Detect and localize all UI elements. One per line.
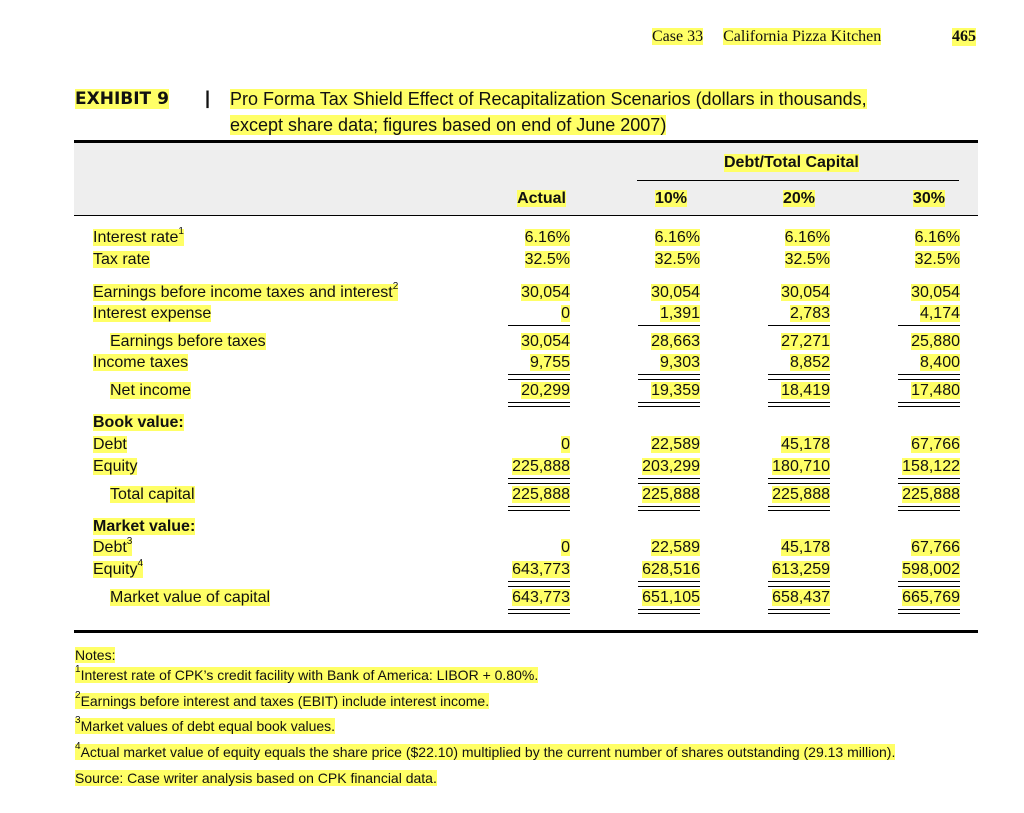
- cell-ebt-1: 28,663: [651, 333, 700, 350]
- note-4: $^4$Actual market value of equity equals the share price ($22.10) multiplied by the current number of shares outstanding (29.13 million).: [75, 741, 896, 760]
- row-label-tax-rate: Tax rate: [93, 251, 150, 268]
- underline-income-taxes-3: [898, 374, 960, 375]
- cell-income-taxes-1: 9,303: [659, 354, 700, 371]
- cell-income-taxes-0: 9,755: [529, 354, 570, 371]
- row-label-book-equity: Equity: [93, 458, 138, 475]
- cell-book-debt-1: 22,589: [651, 436, 700, 453]
- note-2: $^2$Earnings before interest and taxes (EBIT) include interest income.: [75, 690, 490, 709]
- exhibit-title-line2: except share data; figures based on end of June 2007): [230, 115, 667, 135]
- overline-total-capital-1: [638, 483, 700, 484]
- col-header-10: 10%: [654, 190, 687, 207]
- source-note: Source: Case writer analysis based on CPK financial data.: [75, 770, 437, 786]
- exhibit-title: [230, 86, 970, 138]
- exhibit-separator: |: [205, 88, 211, 108]
- notes-heading: Notes:: [75, 647, 116, 663]
- cell-income-taxes-3: 8,400: [919, 354, 960, 371]
- cell-tax-rate-2: 32.5%: [784, 251, 830, 268]
- section-market-value: Market value:: [93, 518, 196, 535]
- underline-net-income-2: [768, 402, 830, 403]
- cell-interest-expense-0: 0: [561, 305, 570, 322]
- cell-market-value-capital-1: 651,105: [642, 589, 700, 606]
- cell-market-debt-1: 22,589: [651, 539, 700, 556]
- cell-book-equity-2: 180,710: [772, 458, 830, 475]
- underline-total-capital-3: [898, 506, 960, 507]
- note-1: $^1$Interest rate of CPK’s credit facility with Bank of America: LIBOR + 0.80%.: [75, 664, 539, 683]
- underline2-net-income-0: [508, 406, 570, 407]
- underline-income-taxes-2: [768, 374, 830, 375]
- overline-net-income-0: [508, 379, 570, 380]
- underline-market-equity-2: [768, 581, 830, 582]
- cell-ebit-1: 30,054: [651, 284, 700, 301]
- underline2-net-income-1: [638, 406, 700, 407]
- cell-market-debt-3: 67,766: [911, 539, 960, 556]
- cell-total-capital-0: 225,888: [512, 486, 570, 503]
- cell-tax-rate-1: 32.5%: [654, 251, 700, 268]
- row-label-net-income: Net income: [110, 382, 191, 399]
- row-label-market-value-capital: Market value of capital: [110, 589, 271, 606]
- underline-book-equity-0: [508, 478, 570, 479]
- underline-interest-expense-3: [898, 325, 960, 326]
- underline-market-value-capital-2: [768, 609, 830, 610]
- cell-total-capital-3: 225,888: [902, 486, 960, 503]
- cell-ebit-2: 30,054: [781, 284, 830, 301]
- cell-interest-rate-3: 6.16%: [914, 229, 960, 246]
- underline-income-taxes-0: [508, 374, 570, 375]
- overline-market-value-capital-1: [638, 586, 700, 587]
- cell-interest-rate-1: 6.16%: [654, 229, 700, 246]
- cell-market-value-capital-3: 665,769: [902, 589, 960, 606]
- group-header: Debt/Total Capital: [724, 154, 859, 171]
- underline2-total-capital-3: [898, 510, 960, 511]
- col-header-20: 20%: [782, 190, 815, 207]
- underline2-total-capital-2: [768, 510, 830, 511]
- section-book-value: Book value:: [93, 414, 184, 431]
- underline2-market-value-capital-3: [898, 613, 960, 614]
- row-label-market-debt: Debt$^3$: [93, 535, 133, 556]
- cell-interest-rate-0: 6.16%: [524, 229, 570, 246]
- underline-net-income-0: [508, 402, 570, 403]
- cell-market-debt-2: 45,178: [781, 539, 830, 556]
- underline-net-income-3: [898, 402, 960, 403]
- underline2-market-value-capital-1: [638, 613, 700, 614]
- row-label-ebit: Earnings before income taxes and interest$^2$: [93, 280, 399, 301]
- exhibit-label: EXHIBIT 9: [75, 89, 169, 109]
- underline-net-income-1: [638, 402, 700, 403]
- table-bottom-rule: [74, 630, 978, 633]
- cell-market-equity-1: 628,516: [642, 561, 700, 578]
- header-bottom-rule: [74, 215, 978, 216]
- overline-total-capital-0: [508, 483, 570, 484]
- cell-tax-rate-3: 32.5%: [914, 251, 960, 268]
- cell-book-equity-3: 158,122: [902, 458, 960, 475]
- underline-book-equity-1: [638, 478, 700, 479]
- cell-market-debt-0: 0: [561, 539, 570, 556]
- underline-interest-expense-0: [508, 325, 570, 326]
- overline-market-value-capital-3: [898, 586, 960, 587]
- cell-interest-rate-2: 6.16%: [784, 229, 830, 246]
- cell-book-debt-3: 67,766: [911, 436, 960, 453]
- row-label-interest-expense: Interest expense: [93, 305, 212, 322]
- cell-ebt-3: 25,880: [911, 333, 960, 350]
- row-label-book-debt: Debt: [93, 436, 127, 453]
- cell-total-capital-1: 225,888: [642, 486, 700, 503]
- underline2-net-income-3: [898, 406, 960, 407]
- underline-total-capital-1: [638, 506, 700, 507]
- running-head-title: California Pizza Kitchen: [723, 28, 882, 45]
- cell-income-taxes-2: 8,852: [789, 354, 830, 371]
- underline2-market-value-capital-0: [508, 613, 570, 614]
- underline-book-equity-2: [768, 478, 830, 479]
- cell-book-debt-0: 0: [561, 436, 570, 453]
- col-header-actual: Actual: [517, 190, 566, 207]
- underline-market-value-capital-3: [898, 609, 960, 610]
- cell-market-equity-0: 643,773: [512, 561, 570, 578]
- row-label-interest-rate: Interest rate$^1$: [93, 225, 184, 246]
- cell-total-capital-2: 225,888: [772, 486, 830, 503]
- row-label-ebt: Earnings before taxes: [110, 333, 266, 350]
- exhibit-title-line1: Pro Forma Tax Shield Effect of Recapitalization Scenarios (dollars in thousands,: [230, 89, 867, 109]
- underline-market-value-capital-0: [508, 609, 570, 610]
- underline-interest-expense-1: [638, 325, 700, 326]
- cell-net-income-0: 20,299: [521, 382, 570, 399]
- overline-total-capital-2: [768, 483, 830, 484]
- overline-net-income-1: [638, 379, 700, 380]
- cell-net-income-2: 18,419: [781, 382, 830, 399]
- cell-net-income-1: 19,359: [651, 382, 700, 399]
- cell-book-equity-0: 225,888: [512, 458, 570, 475]
- cell-book-equity-1: 203,299: [642, 458, 700, 475]
- row-label-income-taxes: Income taxes: [93, 354, 189, 371]
- page-number: 465: [952, 28, 976, 45]
- underline-market-equity-3: [898, 581, 960, 582]
- cell-net-income-3: 17,480: [911, 382, 960, 399]
- running-head: [652, 28, 982, 48]
- row-label-total-capital: Total capital: [110, 486, 195, 503]
- note-3: $^3$Market values of debt equal book values.: [75, 715, 336, 734]
- overline-net-income-2: [768, 379, 830, 380]
- underline-total-capital-2: [768, 506, 830, 507]
- cell-market-equity-3: 598,002: [902, 561, 960, 578]
- underline2-total-capital-1: [638, 510, 700, 511]
- underline2-net-income-2: [768, 406, 830, 407]
- overline-market-value-capital-2: [768, 586, 830, 587]
- underline2-market-value-capital-2: [768, 613, 830, 614]
- overline-net-income-3: [898, 379, 960, 380]
- group-header-rule: [637, 180, 959, 181]
- underline-market-equity-0: [508, 581, 570, 582]
- cell-interest-expense-3: 4,174: [919, 305, 960, 322]
- cell-interest-expense-2: 2,783: [789, 305, 830, 322]
- cell-tax-rate-0: 32.5%: [524, 251, 570, 268]
- cell-market-equity-2: 613,259: [772, 561, 830, 578]
- cell-ebt-0: 30,054: [521, 333, 570, 350]
- underline-income-taxes-1: [638, 374, 700, 375]
- cell-ebit-3: 30,054: [911, 284, 960, 301]
- underline-market-equity-1: [638, 581, 700, 582]
- cell-market-value-capital-0: 643,773: [512, 589, 570, 606]
- underline-market-value-capital-1: [638, 609, 700, 610]
- cell-interest-expense-1: 1,391: [659, 305, 700, 322]
- running-head-case: Case 33: [652, 28, 704, 45]
- underline-total-capital-0: [508, 506, 570, 507]
- cell-ebt-2: 27,271: [781, 333, 830, 350]
- row-label-market-equity: Equity$^4$: [93, 557, 144, 578]
- overline-total-capital-3: [898, 483, 960, 484]
- underline2-total-capital-0: [508, 510, 570, 511]
- underline-book-equity-3: [898, 478, 960, 479]
- cell-ebit-0: 30,054: [521, 284, 570, 301]
- underline-interest-expense-2: [768, 325, 830, 326]
- col-header-30: 30%: [912, 190, 945, 207]
- cell-market-value-capital-2: 658,437: [772, 589, 830, 606]
- cell-book-debt-2: 45,178: [781, 436, 830, 453]
- overline-market-value-capital-0: [508, 586, 570, 587]
